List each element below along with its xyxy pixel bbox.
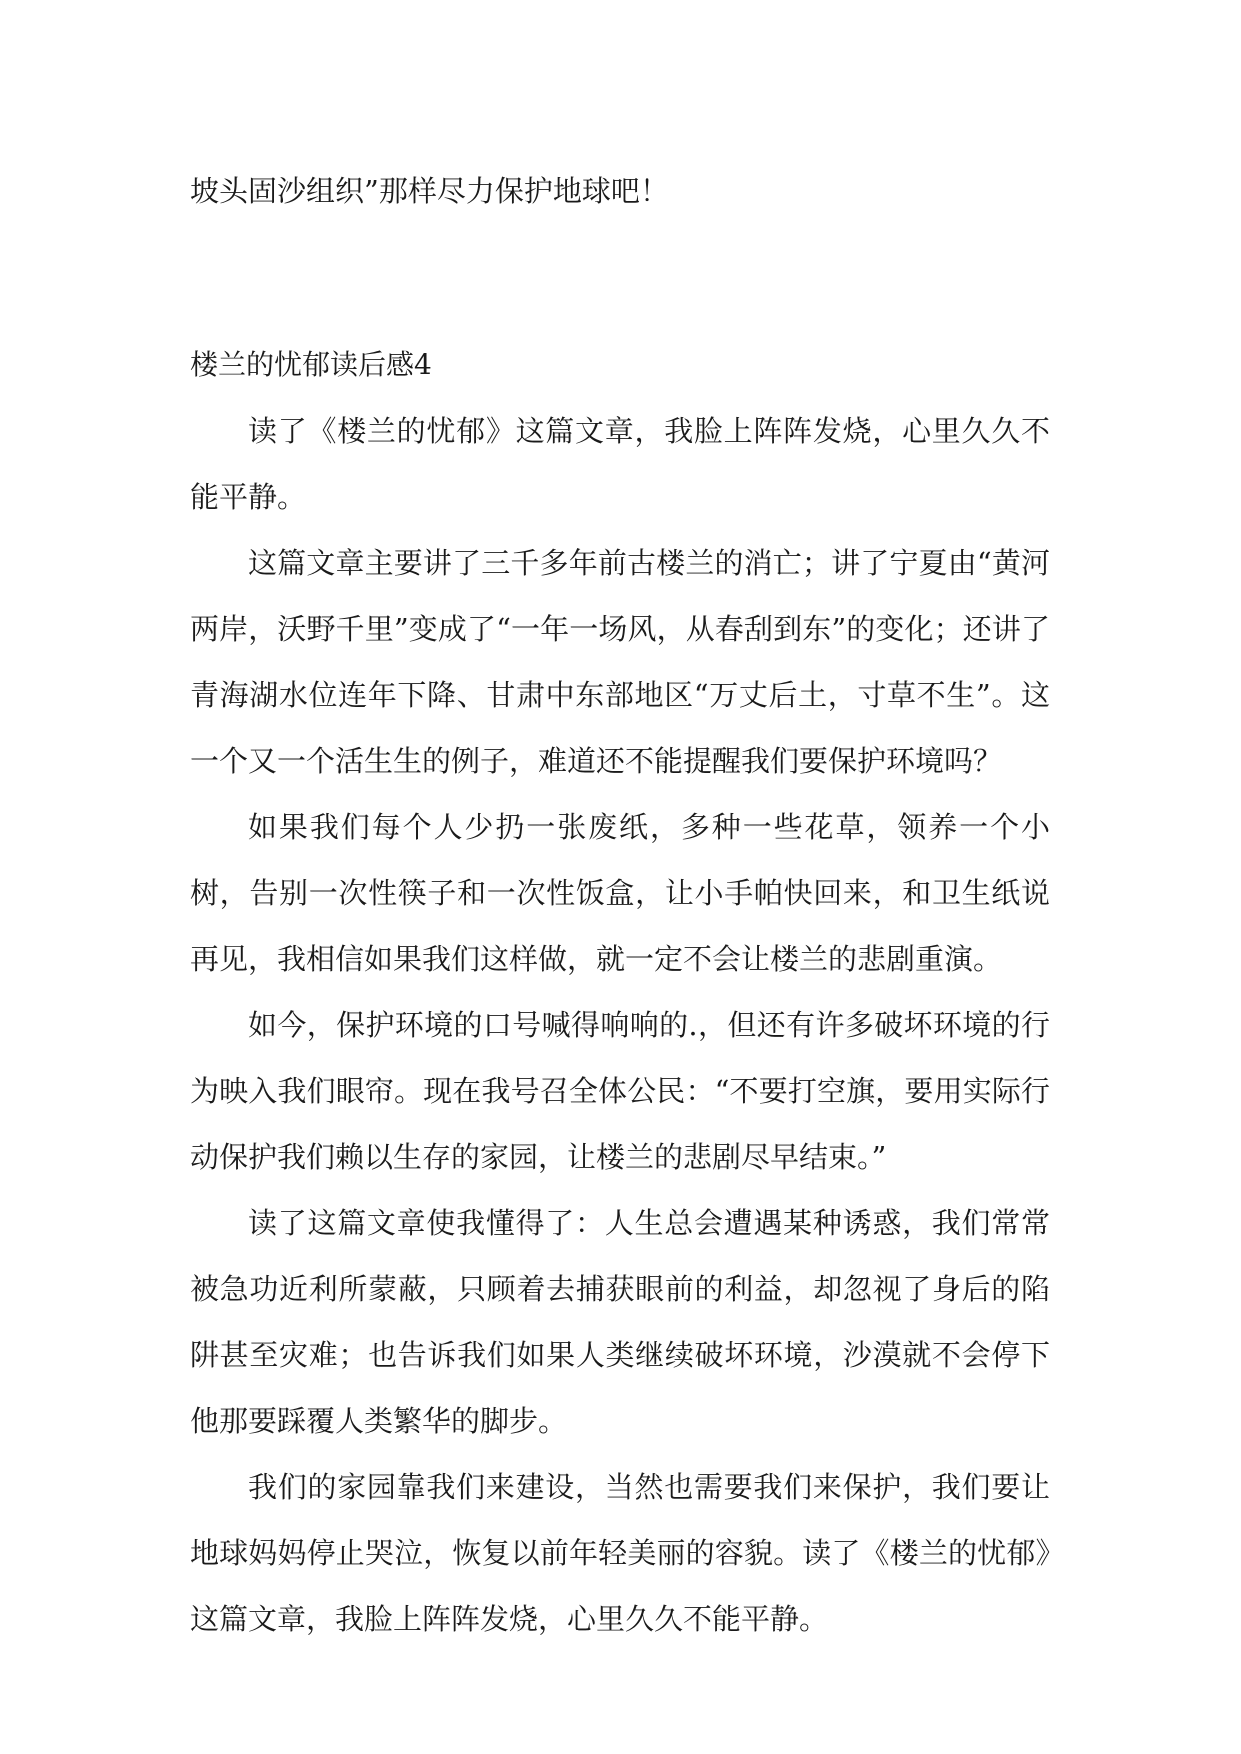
- continuation-line: 坡头固沙组织”那样尽力保护地球吧！: [190, 174, 669, 208]
- section-heading: 楼兰的忧郁读后感4: [190, 348, 432, 381]
- section-spacer: [190, 224, 1050, 332]
- paragraph-1: 读了《楼兰的忧郁》这篇文章，我脸上阵阵发烧，心里久久不能平静。: [190, 414, 1050, 514]
- paragraph-5: 读了这篇文章使我懂得了：人生总会遭遇某种诱惑，我们常常被急功近利所蒙蔽，只顾着去捕获眼前的利益，却忽视了身后的陷阱甚至灾难；也告诉我们如果人类继续破坏环境，沙漠就不会停下他那要踩覆人类繁华的脚步。: [190, 1206, 1050, 1438]
- paragraph-3: 如果我们每个人少扔一张废纸，多种一些花草，领养一个小树，告别一次性筷子和一次性饭盒，让小手帕快回来，和卫生纸说再见，我相信如果我们这样做，就一定不会让楼兰的悲剧重演。: [190, 810, 1050, 976]
- paragraph-6: 我们的家园靠我们来建设，当然也需要我们来保护，我们要让地球妈妈停止哭泣，恢复以前年轻美丽的容貌。读了《楼兰的忧郁》这篇文章，我脸上阵阵发烧，心里久久不能平静。: [190, 1470, 1050, 1636]
- paragraph-4: 如今，保护环境的口号喊得响响的.，但还有许多破坏环境的行为映入我们眼帘。现在我号召全体公民：“不要打空旗，要用实际行动保护我们赖以生存的家园，让楼兰的悲剧尽早结束。”: [190, 1008, 1050, 1174]
- document-body: [190, 158, 1050, 1652]
- paragraph-2: 这篇文章主要讲了三千多年前古楼兰的消亡；讲了宁夏由“黄河两岸，沃野千里”变成了“一年一场风，从春刮到东”的变化；还讲了青海湖水位连年下降、甘肃中东部地区“万丈后土，寸草不生”。这一个又一个活生生的例子，难道还不能提醒我们要保护环境吗？: [190, 546, 1050, 778]
